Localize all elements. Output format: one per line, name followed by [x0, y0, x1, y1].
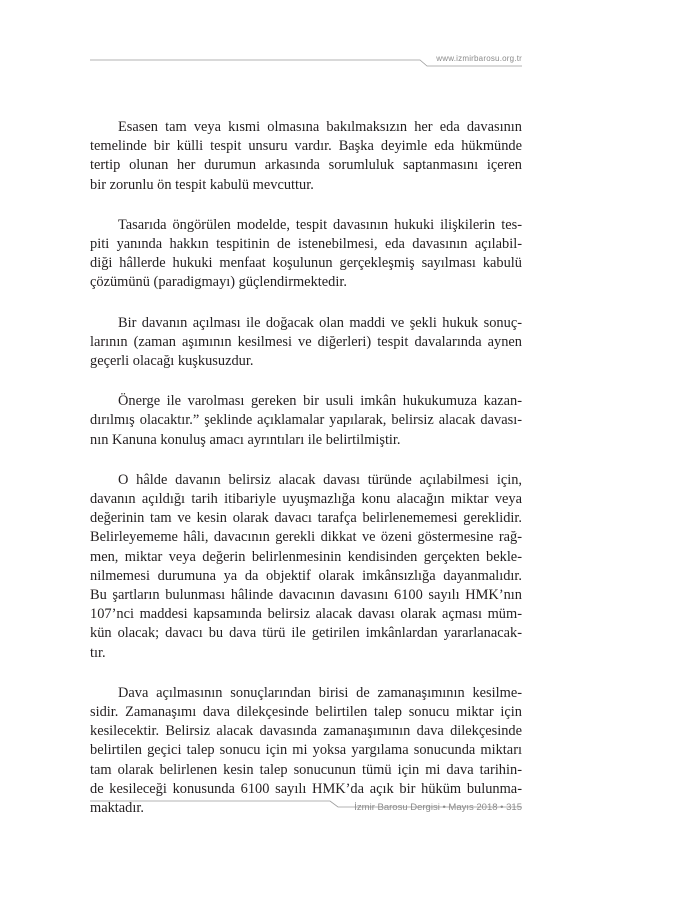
text-line: Bir davanın açılması ile doğacak olan maddi ve şekli hukuk sonuç- — [118, 314, 522, 331]
text-line: Dava açılmasının sonuçlarından birisi de zamanaşımının kesilme- — [118, 684, 522, 701]
paragraph — [90, 471, 522, 663]
text-line: kesilecektir. Belirsiz alacak davasında zamanaşımının dava dilekçesinde — [90, 723, 522, 740]
text-line: temelinde bir külli tespit unsuru vardır. Başka deyimle eda hükmünde — [90, 138, 522, 155]
text-line: Tasarıda öngörülen modelde, tespit davasının hukuki ilişkilerin tes- — [118, 216, 522, 233]
text-line: Önerge ile varolması gereken bir usuli imkân hukukumuza kazan- — [118, 393, 522, 410]
text-line: nilmemesi durumuna ya da objektif olarak imkânsızlığa dayanmalıdır. — [90, 567, 522, 584]
text-line: dırılmış olacaktır.” şeklinde açıklamalar yapılarak, belirsiz alacak davası- — [90, 412, 522, 429]
text-line: bir zorunlu ön tespit kabulü mevcuttur. — [90, 176, 314, 193]
journal-website: www.izmirbarosu.org.tr — [436, 54, 522, 63]
footer-journal-issue-page: İzmir Barosu Dergisi • Mayıs 2018 • 315 — [354, 802, 522, 813]
text-line: Belirleyememe hâli, davacının gerekli dikkat ve özeni göstermesine rağ- — [90, 529, 522, 546]
text-line: kün olacak; davacı bu dava türü ile getirilen imkânlardan yararlanacak- — [90, 625, 522, 642]
paragraph — [90, 392, 522, 450]
text-line: belirtilen geçici talep sonucu için mi yoksa yargılama sonucunda miktarı — [90, 742, 522, 759]
text-line: Bu şartların bulunması hâlinde davacının davasını 6100 sayılı HMK’nın — [90, 587, 522, 604]
text-line: piti yanında hakkın tespitinin de istenebilmesi, eda davasının açılabil- — [90, 236, 522, 253]
text-line: çözümünü (paradigmayı) güçlendirmektedir. — [90, 274, 347, 291]
text-line: tır. — [90, 644, 106, 661]
text-line: O hâlde davanın belirsiz alacak davası türünde açılabilmesi için, — [118, 471, 522, 488]
text-line: men, miktar veya değerin belirlenmesinin kendisinden gerçekten bekle- — [90, 548, 522, 565]
paragraph — [90, 314, 522, 372]
text-line: sidir. Zamanaşımı dava dilekçesinde belirtilen talep sonucu miktar için — [90, 704, 522, 721]
paragraph — [90, 118, 522, 195]
text-line: 107’nci maddesi kapsamında belirsiz alacak davası olarak açması müm- — [90, 606, 522, 623]
text-line: davanın açıldığı tarih itibariyle uyuşmazlığa konu alacağın miktar veya — [90, 491, 522, 508]
text-line: Esasen tam veya kısmi olmasına bakılmaksızın her eda davasının — [118, 119, 522, 135]
text-line: nın Kanuna konuluş amacı ayrıntıları ile belirtilmiştir. — [90, 431, 401, 448]
text-line: değerinin tam ve kesin olarak davacı tarafça belirlenememesi gereklidir. — [90, 510, 522, 527]
text-line: geçerli olacağı kuşkusuzdur. — [90, 353, 254, 370]
text-line: tertip olunan her durumun arkasında sorumluluk saptanmasını içeren — [90, 157, 522, 174]
article-body — [90, 118, 522, 839]
text-line: larının (zaman aşımının kesilmesi ve diğerleri) tespit davalarında aynen — [90, 333, 522, 350]
paragraph — [90, 216, 522, 293]
running-header — [90, 52, 522, 72]
running-footer — [90, 797, 522, 821]
text-line: diği hâllerde hukuki menfaat koşulunun gerçekleşmiş sayılması kabulü — [90, 255, 522, 272]
text-line: tam olarak belirlenen kesin talep sonucunun tümü için mi dava tarihin- — [90, 761, 522, 778]
text-line: de kesileceği konusunda 6100 sayılı HMK’da açık bir hüküm bulunma- — [90, 780, 522, 797]
text-line: maktadır. — [90, 800, 144, 817]
